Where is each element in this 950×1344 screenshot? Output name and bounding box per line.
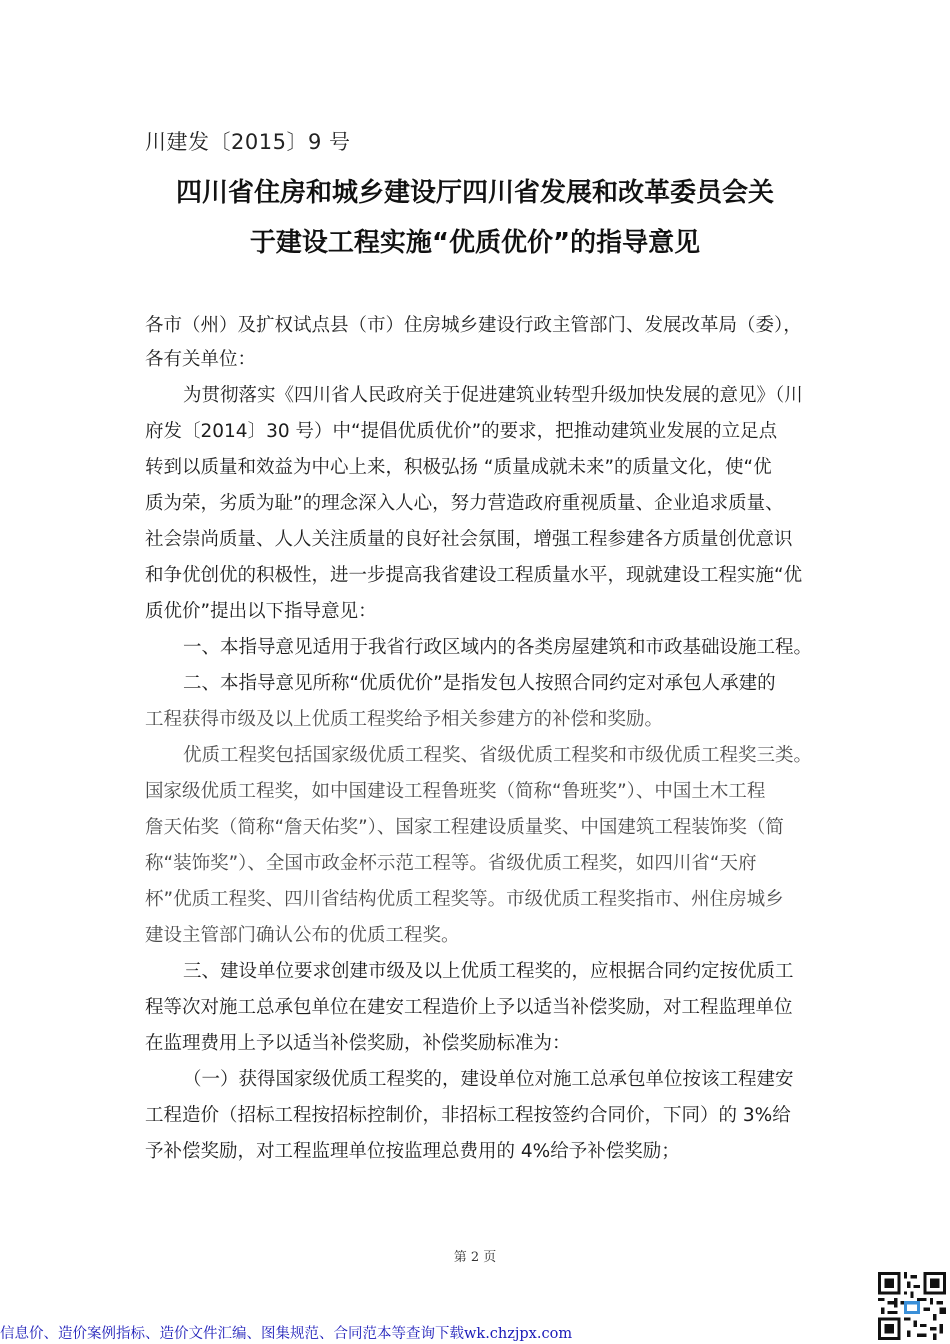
title-line-1: 四川省住房和城乡建设厅四川省发展和改革委员会关 — [175, 178, 774, 208]
footer-download-link[interactable]: 信息价、造价案例指标、造价文件汇编、图集规范、合同范本等查询下载wk.chzjpx.com — [0, 1326, 573, 1342]
body-line: 各市（州）及扩权试点县（市）住房城乡建设行政主管部门、发展改革局（委）， — [145, 315, 802, 336]
body-line: 社会崇尚质量、人人关注质量的良好社会氛围，增强工程参建各方质量创优意识 — [145, 529, 793, 550]
body-line: 在监理费用上予以适当补偿奖励，补偿奖励标准为： — [145, 1033, 571, 1054]
body-line: 为贯彻落实《四川省人民政府关于促进建筑业转型升级加快发展的意见》（川 — [183, 385, 803, 406]
body-line: （一）获得国家级优质工程奖的，建设单位对施工总承包单位按该工程建安 — [183, 1069, 794, 1090]
body-line: 工程造价（招标工程按招标控制价，非招标工程按签约合同价，下同）的 3%给 — [145, 1105, 791, 1126]
body-line: 优质工程奖包括国家级优质工程奖、省级优质工程奖和市级优质工程奖三类。 — [183, 745, 813, 766]
body-line: 杯”优质工程奖、四川省结构优质工程奖等。市级优质工程奖指市、州住房城乡 — [145, 889, 784, 910]
body-line: 二、本指导意见所称“优质优价”是指发包人按照合同约定对承包人承建的 — [183, 673, 776, 694]
body-line: 各有关单位： — [145, 349, 257, 370]
body-line: 詹天佑奖（简称“詹天佑奖”）、国家工程建设质量奖、中国建筑工程装饰奖（简 — [145, 817, 784, 838]
body-line: 三、建设单位要求创建市级及以上优质工程奖的，应根据合同约定按优质工 — [183, 961, 794, 982]
body-line: 和争优创优的积极性，进一步提高我省建设工程质量水平，现就建设工程实施“优 — [145, 565, 803, 586]
body-line: 工程获得市级及以上优质工程奖给予相关参建方的补偿和奖励。 — [145, 709, 664, 730]
body-line: 建设主管部门确认公布的优质工程奖。 — [145, 925, 460, 946]
body-line: 予补偿奖励，对工程监理单位按监理总费用的 4%给予补偿奖励； — [145, 1141, 680, 1162]
body-line: 质为荣，劣质为耻”的理念深入人心，努力营造政府重视质量、企业追求质量、 — [145, 493, 784, 514]
document-number: 川建发〔2015〕9 号 — [145, 130, 351, 154]
page-number: 第 2 页 — [453, 1250, 497, 1265]
body-line: 府发〔2014〕30 号）中“提倡优质优价”的要求，把推动建筑业发展的立足点 — [145, 421, 778, 442]
body-line: 称“装饰奖”）、全国市政金杯示范工程等。省级优质工程奖，如四川省“天府 — [145, 853, 757, 874]
qr-code-icon[interactable] — [878, 1272, 946, 1340]
body-line: 程等次对施工总承包单位在建安工程造价上予以适当补偿奖励，对工程监理单位 — [145, 997, 793, 1018]
body-line: 转到以质量和效益为中心上来，积极弘扬 “质量成就未来”的质量文化，使“优 — [145, 457, 772, 478]
body-line: 国家级优质工程奖，如中国建设工程鲁班奖（简称“鲁班奖”）、中国土木工程 — [145, 781, 766, 802]
body-line: 质优价”提出以下指导意见： — [145, 601, 377, 622]
body-line: 一、本指导意见适用于我省行政区域内的各类房屋建筑和市政基础设施工程。 — [183, 637, 813, 658]
title-line-2: 于建设工程实施“优质优价”的指导意见 — [249, 228, 701, 258]
document-title — [140, 168, 810, 268]
